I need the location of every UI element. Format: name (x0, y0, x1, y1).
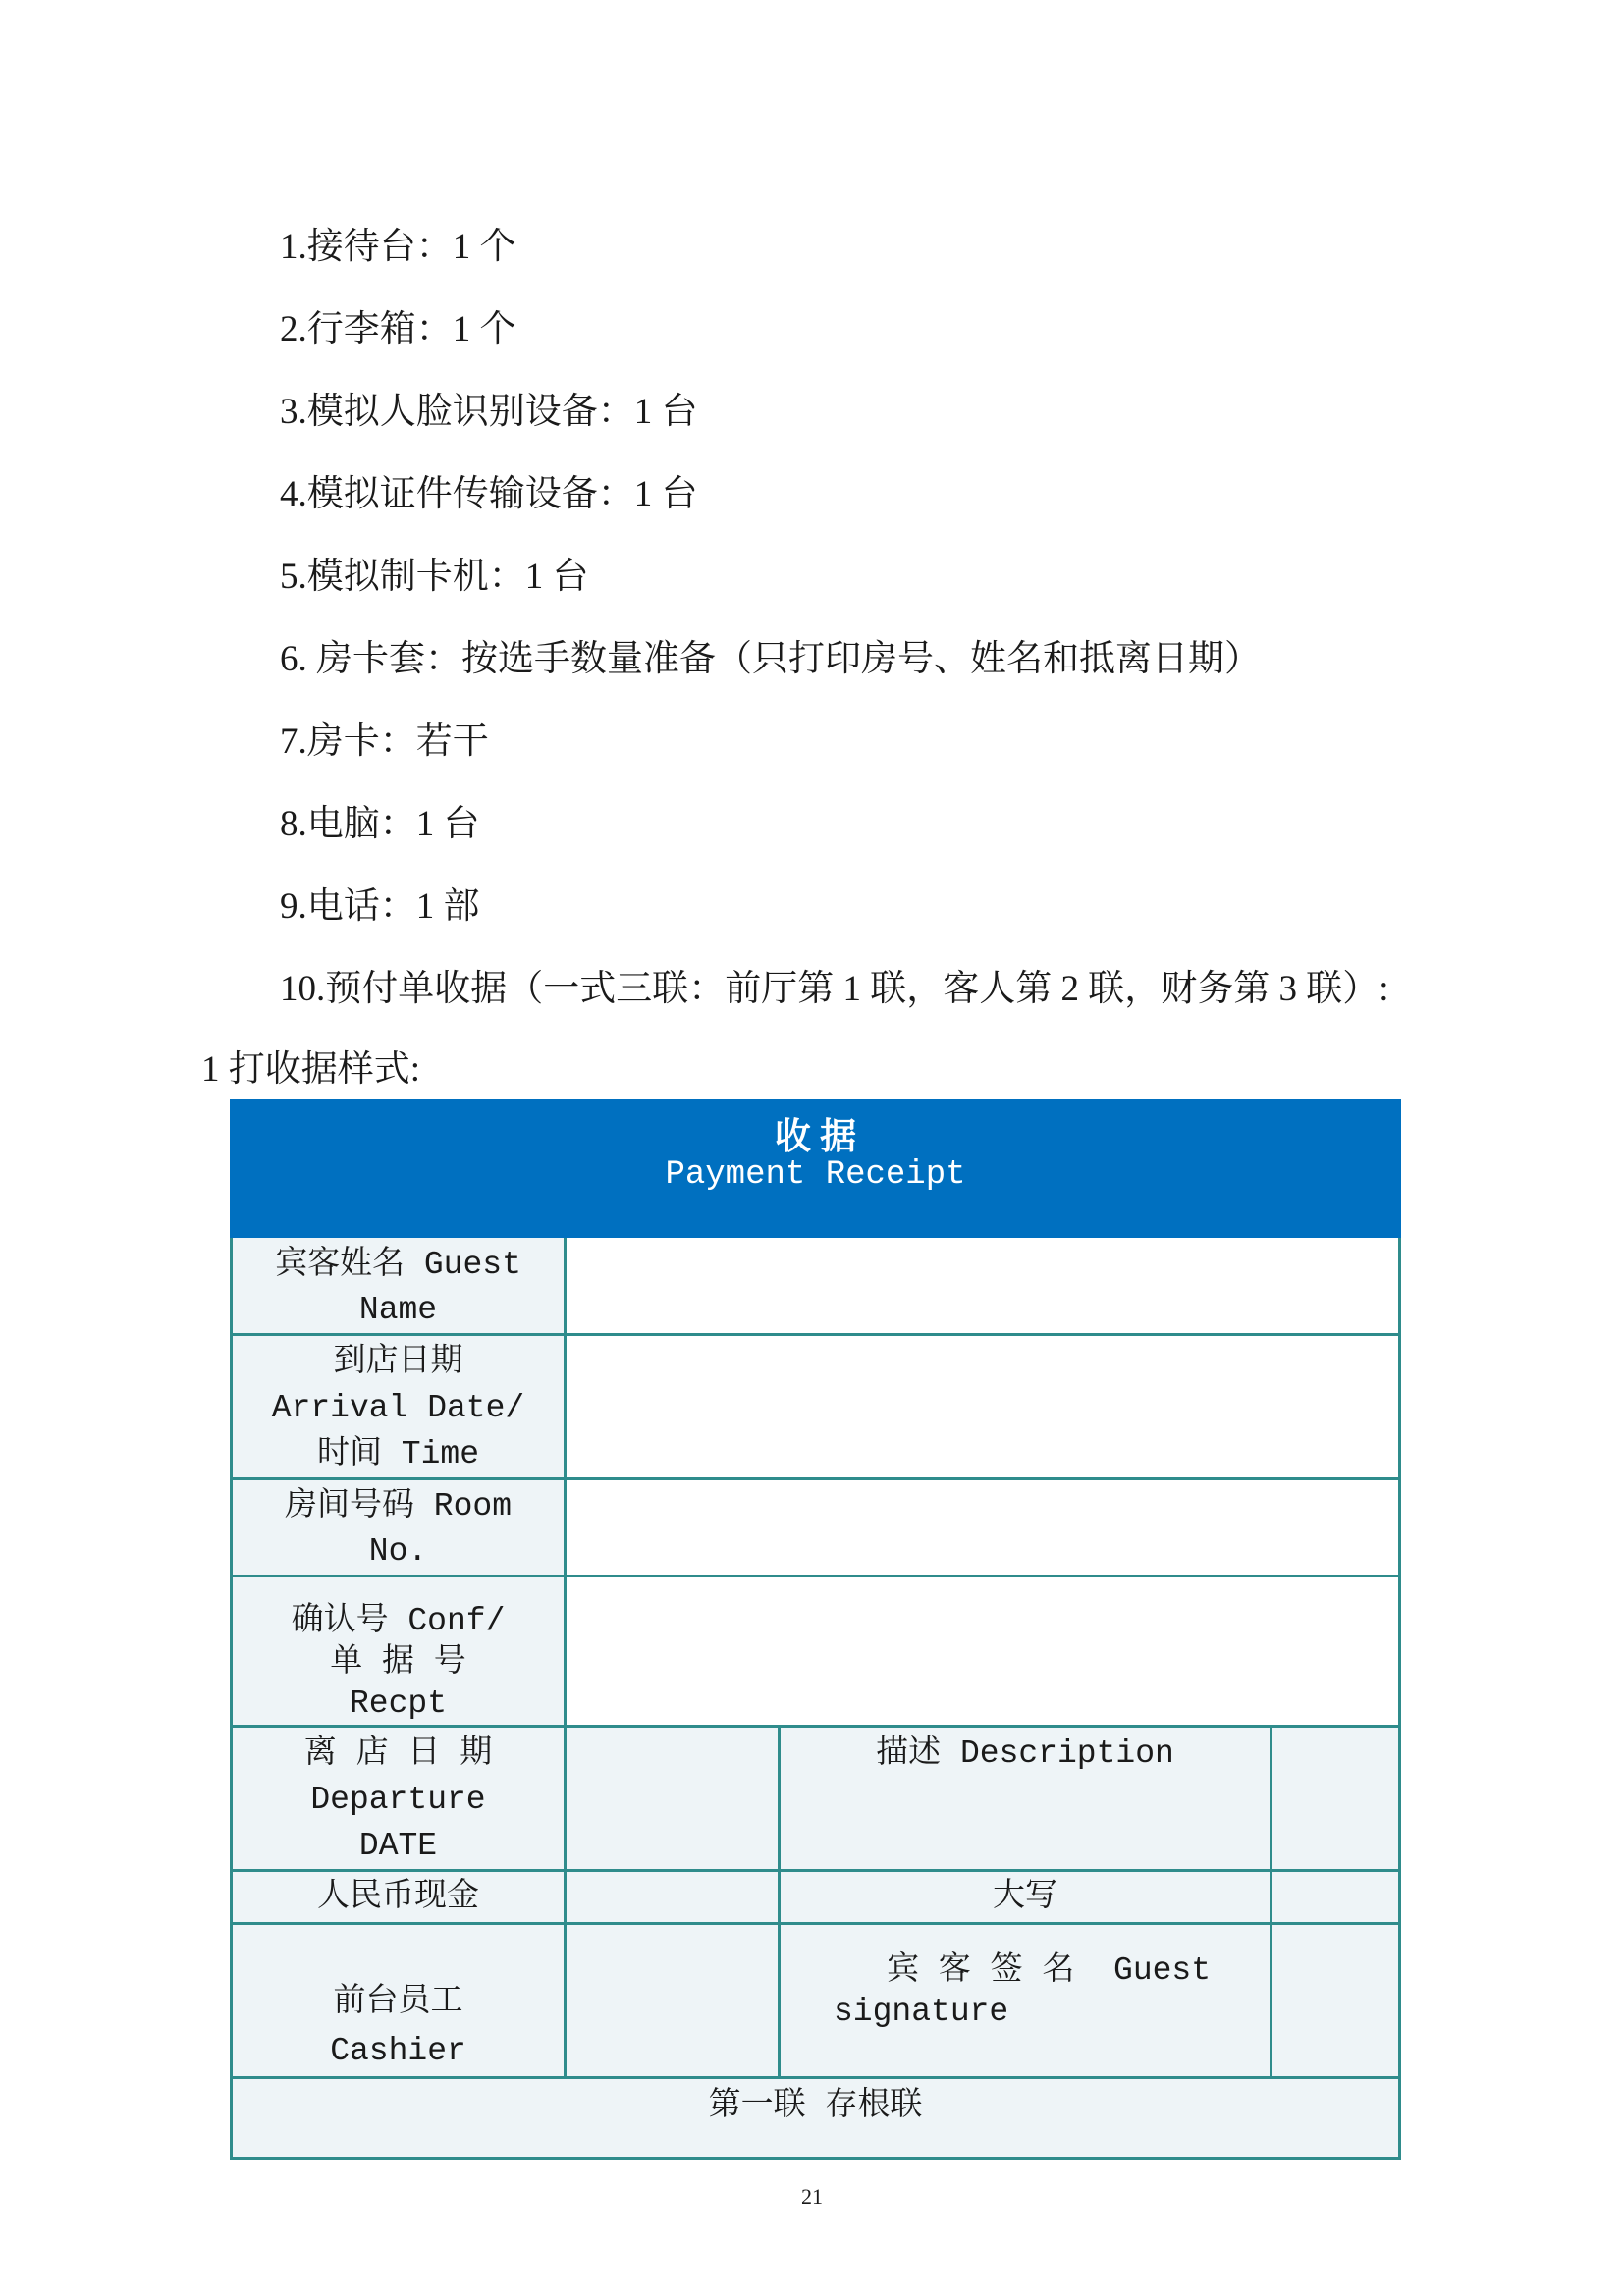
signature-row (232, 1924, 1400, 2078)
arrival-label-line: 时间 Time (316, 1436, 480, 1472)
list-item: 7.房卡：若干 (280, 721, 489, 762)
list-item: 2.行李箱：1 个 (280, 309, 516, 349)
rmb-cash-row (232, 1871, 1400, 1924)
arrival-label-line: Arrival Date/ (271, 1390, 525, 1426)
copy-row (232, 2078, 1400, 2159)
confirmation-label-line: 确认号 Conf/ (291, 1603, 506, 1639)
guest-signature-label-line: 宾 客 签 名 Guest (887, 1952, 1212, 1989)
confirmation-label-line: 单 据 号 (330, 1644, 466, 1681)
guest-name-label (232, 1237, 566, 1335)
copy-label: 第一联 存根联 (232, 2078, 1400, 2159)
departure-label (232, 1727, 566, 1871)
departure-row (232, 1727, 1400, 1871)
list-item: 6. 房卡套：按选手数量准备（只打印房号、姓名和抵离日期） (280, 639, 1261, 679)
cashier-value-cell (566, 1924, 780, 2078)
confirmation-row (232, 1576, 1400, 1727)
description-value-cell (1272, 1727, 1400, 1871)
guest-name-value-cell (566, 1237, 1400, 1335)
guest-name-row (232, 1237, 1400, 1335)
room-value-cell (566, 1479, 1400, 1576)
capital-amount-value-cell (1272, 1871, 1400, 1924)
rmb-cash-label: 人民币现金 (232, 1871, 566, 1924)
arrival-label (232, 1335, 566, 1479)
list-item: 8.电脑：1 台 (280, 804, 480, 844)
guest-signature-label-line: signature (834, 1994, 1009, 2030)
room-label-line: No. (368, 1533, 428, 1570)
arrival-value-cell (566, 1335, 1400, 1479)
guest-name-label-line: Name (358, 1292, 438, 1328)
room-row (232, 1479, 1400, 1576)
description-label-text: 描述 Description (876, 1735, 1174, 1772)
list-item: 9.电话：1 部 (280, 886, 480, 927)
confirmation-label-line: Recpt (349, 1685, 448, 1722)
payment-receipt-table (230, 1099, 1401, 2160)
receipt-header (232, 1101, 1400, 1237)
confirmation-label (232, 1576, 566, 1727)
page-number: 21 (801, 2184, 823, 2209)
capital-amount-label: 大写 (780, 1871, 1272, 1924)
sample-heading: 1 打收据样式: (201, 1049, 421, 1090)
cashier-label (232, 1924, 566, 2078)
receipt-header-row (232, 1101, 1400, 1237)
list-item: 5.模拟制卡机：1 台 (280, 557, 589, 597)
departure-label-line: DATE (358, 1828, 438, 1864)
equipment-list (280, 206, 1389, 1031)
guest-signature-value-cell (1272, 1924, 1400, 2078)
departure-label-line: 离 店 日 期 (303, 1735, 493, 1772)
departure-label-line: Departure (310, 1782, 486, 1818)
guest-signature-label (780, 1924, 1272, 2078)
room-label-line: 房间号码 Room (284, 1488, 513, 1524)
arrival-label-line: 到店日期 (333, 1344, 463, 1380)
rmb-cash-value-cell (566, 1871, 780, 1924)
room-label (232, 1479, 566, 1576)
guest-name-label-line: 宾客姓名 Guest (275, 1247, 521, 1283)
receipt-title-en: Payment Receipt (665, 1156, 966, 1194)
confirmation-value-cell (566, 1576, 1400, 1727)
list-item: 10.预付单收据（一式三联：前厅第 1 联，客人第 2 联，财务第 3 联）: (280, 969, 1389, 1009)
list-item: 3.模拟人脸识别设备：1 台 (280, 392, 698, 432)
arrival-row (232, 1335, 1400, 1479)
cashier-label-line: 前台员工 (333, 1984, 463, 2020)
list-item: 1.接待台：1 个 (280, 227, 516, 267)
receipt-title-cn: 收 据 (774, 1117, 857, 1157)
description-label (780, 1727, 1272, 1871)
list-item: 4.模拟证件传输设备：1 台 (280, 474, 698, 514)
cashier-label-line: Cashier (330, 2033, 466, 2069)
departure-value-cell (566, 1727, 780, 1871)
